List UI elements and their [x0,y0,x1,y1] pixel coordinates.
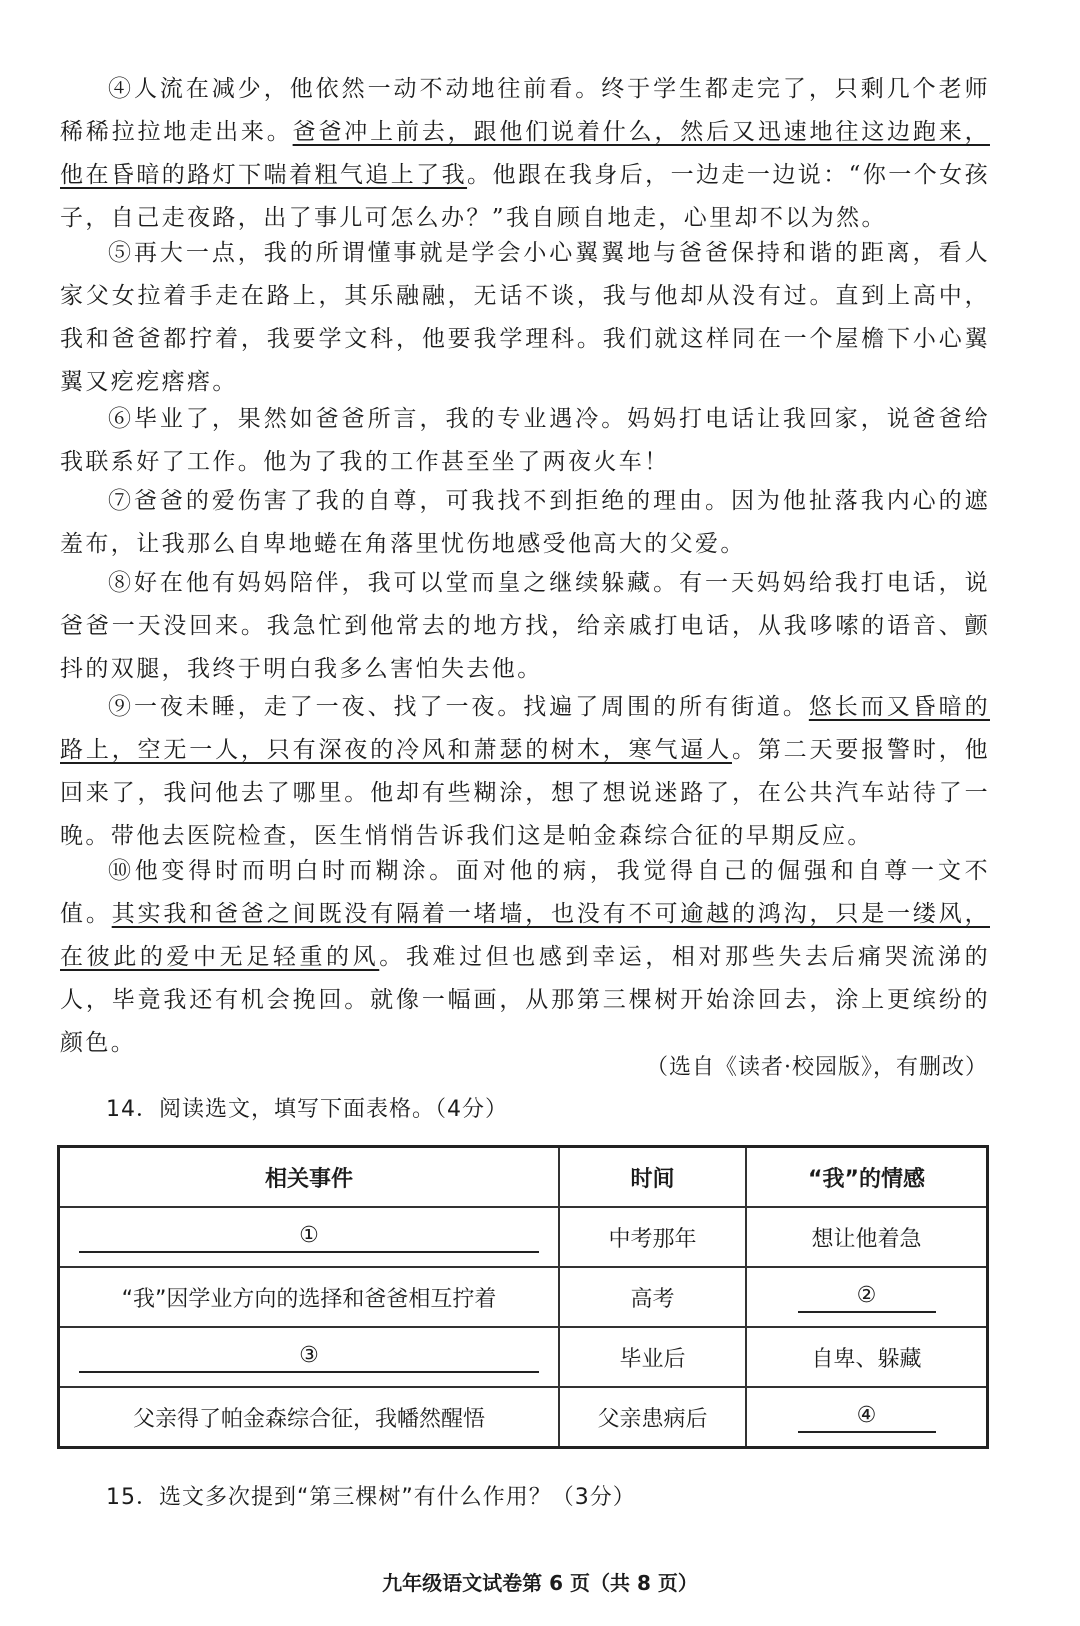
table-cell: 自卑、躲藏 [746,1327,988,1387]
cell-blank-1[interactable] [59,1207,560,1267]
table-cell: 父亲患病后 [559,1387,746,1448]
paragraph-8: ⑧好在他有妈妈陪伴，我可以堂而皇之继续躲藏。有一天妈妈给我打电话，说爸爸一天没回来。我急忙到他常去的地方找，给亲戚打电话，从我哆嗦的语音、颤抖的双腿，我终于明白我多么害怕失去他。 [60,570,990,682]
table-row [59,1327,988,1387]
table-row [59,1387,988,1448]
p10-text-b: 。我难过但也感到幸运，相对那些失去后痛哭流涕的人，毕竟我还有机会挽回。就像一幅画，从那第三棵树开始涂回去，涂上更缤纷的颜色。 [60,944,990,1056]
table-cell: 父亲得了帕金森综合征，我幡然醒悟 [59,1387,560,1448]
blank-3[interactable]: ③ [79,1341,539,1373]
table-cell: “我”因学业方向的选择和爸爸相互拧着 [59,1267,560,1327]
paragraph-10 [60,850,990,1065]
paragraph-4 [60,68,990,240]
table-cell: 中考那年 [559,1207,746,1267]
p9-text-b: 。第二天要报警时，他回来了，我问他去了哪里。他却有些糊涂，想了想说迷路了，在公共汽车站待了一晚。带他去医院检查，医生悄悄告诉我们这是帕金森综合征的早期反应。 [60,737,990,849]
question-14: 14．阅读选文，填写下面表格。（4分） [106,1097,508,1122]
answer-table [57,1145,989,1449]
blank-1[interactable]: ① [79,1221,539,1253]
paragraph-5: ⑤再大一点，我的所谓懂事就是学会小心翼翼地与爸爸保持和谐的距离，看人家父女拉着手走在路上，其乐融融，无话不谈，我与他却从没有过。直到上高中，我和爸爸都拧着，我要学文科，他要我学理科。我们就这样同在一个屋檐下小心翼翼又疙疙瘩瘩。 [60,240,990,395]
question-15: 15．选文多次提到“第三棵树”有什么作用？（3分） [106,1485,636,1510]
p9-underlined: 悠长而又昏暗的路上，空无一人，只有深夜的冷风和萧瑟的树木，寒气逼人 [60,694,990,763]
table-cell: 毕业后 [559,1327,746,1387]
p4-text-b: 。他跟在我身后，一边走一边说：“你一个女孩子，自己走夜路，出了事儿可怎么办？”我自顾自地走，心里却不以为然。 [60,162,990,231]
table-row [59,1267,988,1327]
blank-4[interactable]: ④ [798,1401,936,1433]
table-header-row [59,1147,988,1208]
paragraph-6: ⑥毕业了，果然如爸爸所言，我的专业遇冷。妈妈打电话让我回家，说爸爸给我联系好了工作。他为了我的工作甚至坐了两夜火车！ [60,406,990,475]
cell-blank-3[interactable] [59,1327,560,1387]
header-time: 时间 [559,1147,746,1208]
p9-text-a: ⑨一夜未睡，走了一夜、找了一夜。找遍了周围的所有街道。 [108,694,809,720]
p4-text-a: ④人流在减少，他依然一动不动地往前看。终于学生都走完了，只剩几个老师稀稀拉拉地走出来。 [60,76,990,145]
paragraph-7: ⑦爸爸的爱伤害了我的自尊，可我找不到拒绝的理由。因为他扯落我内心的遮羞布，让我那么自卑地蜷在角落里忧伤地感受他高大的父爱。 [60,488,990,557]
cell-blank-2[interactable] [746,1267,988,1327]
header-event: 相关事件 [59,1147,560,1208]
cell-blank-4[interactable] [746,1387,988,1448]
table-cell: 高考 [559,1267,746,1327]
page-footer: 九年级语文试卷第 6 页（共 8 页） [382,1571,698,1595]
p10-underlined: 其实我和爸爸之间既没有隔着一堵墙，也没有不可逾越的鸿沟，只是一缕风，在彼此的爱中无足轻重的风 [60,901,990,970]
table-row [59,1207,988,1267]
source-citation: （选自《读者·校园版》，有删改） [646,1055,988,1080]
table-cell: 想让他着急 [746,1207,988,1267]
p10-text-a: ⑩他变得时而明白时而糊涂。面对他的病，我觉得自己的倔强和自尊一文不值。 [60,858,990,927]
header-feeling: “我”的情感 [746,1147,988,1208]
blank-2[interactable]: ② [798,1281,936,1313]
paragraph-9 [60,686,990,858]
p4-underlined: 爸爸冲上前去，跟他们说着什么，然后又迅速地往这边跑来，他在昏暗的路灯下喘着粗气追上了我 [60,119,990,188]
